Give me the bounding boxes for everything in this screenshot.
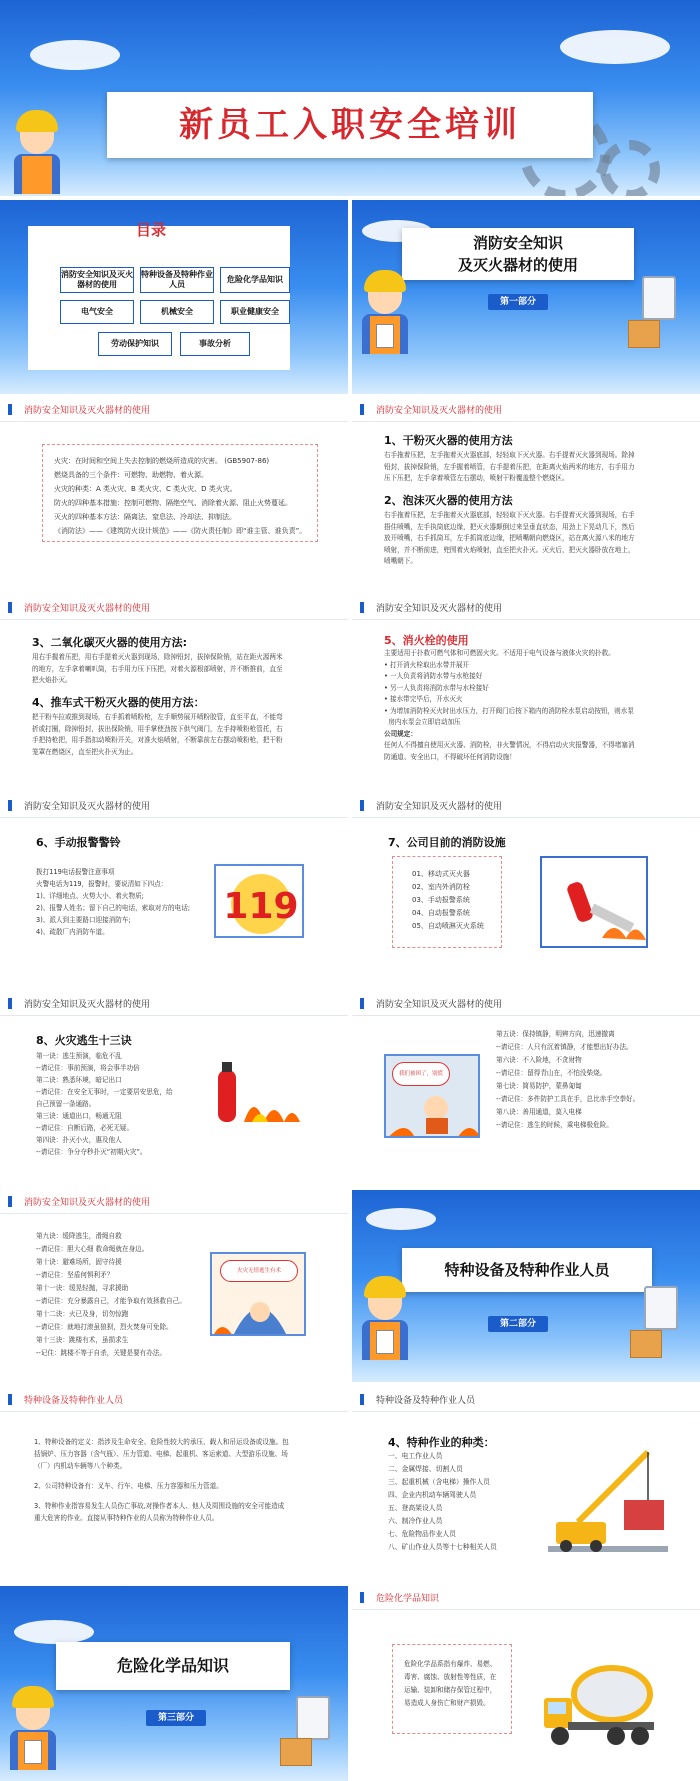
fire-119-image (214, 864, 304, 938)
toc-item[interactable]: 职业健康安全 (220, 300, 290, 324)
text-line: 主要适用于扑救可燃气体和可燃固火灾。不适用于电气设备与液体火灾的扑救。 (384, 649, 615, 657)
slide-escape-3 (0, 1190, 348, 1382)
clipboard-icon (296, 1696, 330, 1740)
list-item: 一、电工作业人员 (388, 1452, 443, 1460)
escape-cartoon (210, 1252, 306, 1336)
text-line: 防火的四种基本措施：控制可燃物、隔绝空气、消除着火源、阻止火势蔓延。 (54, 499, 292, 507)
subheading: 1、干粉灭火器的使用方法 (384, 434, 513, 447)
text-line: --请记住：人只有沉着镇静，才能想出好办法。 (496, 1043, 633, 1051)
slide-hydrant (352, 596, 700, 788)
list-item: 八、矿山作业人员等十七种相关人员 (388, 1543, 497, 1551)
text-line: 任何人不得擅自使用灭火器、消防栓，非火警情况，不得启动火灾报警器，不得堵塞消 (384, 741, 635, 749)
speech-bubble: 火灾无情逃生有术 (220, 1260, 298, 1282)
subheading: 5、消火栓的使用 (384, 634, 469, 647)
section-header: 特种设备及特种作业人员 (376, 1396, 476, 1406)
text-line: 放开喷嘴，右手抓筒耳，左手抓筒底边缘，把喷嘴朝向燃烧区，站在离火源八米的地方 (384, 534, 635, 542)
text-line: 运输、装卸和储存保管过程中， (404, 1686, 497, 1694)
extinguisher-image (540, 856, 648, 948)
text-line: --请记住：自断后路，必死无疑。 (36, 1124, 134, 1132)
facilities-list (412, 868, 484, 933)
escape-cartoon (384, 1054, 480, 1138)
list-item: 二、金属焊接、切割人员 (388, 1465, 463, 1473)
subheading: 2、泡沫灭火器的使用方法 (384, 494, 513, 507)
toc-label: 目录 (136, 221, 167, 239)
part1-slide (352, 200, 700, 394)
slide-escape-2 (352, 992, 700, 1184)
crane-image (548, 1442, 668, 1562)
text-line: 重大危害的作业。直接从事特种作业的人员称为特种作业人员。 (34, 1514, 219, 1522)
toc-item[interactable]: 劳动保护知识 (98, 332, 172, 356)
subheading: 4、特种作业的种类： (388, 1436, 495, 1449)
text-line: 第一诀：逃生预演，临危不乱 (36, 1052, 122, 1060)
text-line: 《消防法》——《建筑防火设计规范》——《防火责任制》即“谁主管、谁负责”。 (54, 527, 307, 535)
text-line: --请记住：多件防护工具在手，总比赤手空拳好。 (496, 1095, 640, 1103)
slide-special-work-types (352, 1388, 700, 1580)
gear-icon (600, 140, 660, 196)
section-header: 消防安全知识及灭火器材的使用 (376, 406, 503, 416)
text-line: （厂）内机动车辆等八个种类。 (34, 1462, 127, 1470)
toc-item[interactable]: 事故分析 (180, 332, 250, 356)
section-header: 消防安全知识及灭火器材的使用 (376, 802, 503, 812)
section-header: 消防安全知识及灭火器材的使用 (24, 406, 151, 416)
clipboard-icon (644, 1286, 678, 1330)
text-line: 第十三诀：跳楼有术，虽损求生 (36, 1336, 129, 1344)
text-line: 铅封，拔掉保险销，左手握着喷管，右手提着压把，在距离火焰两米的地方，右手用力 (384, 462, 635, 471)
text-line: 1、特种设备的定义：指涉及生命安全、危险性较大的承压、载人和吊运设备或设施。包 (34, 1438, 289, 1446)
text-line: 自己预留一条通路。 (36, 1100, 96, 1108)
part2-slide (352, 1190, 700, 1382)
part1-title-line: 消防安全知识 (472, 234, 563, 252)
slide-escape-1 (0, 992, 348, 1184)
text-line: 拨打119电话报警注意事项 (36, 868, 115, 876)
box-icon (628, 320, 660, 348)
text-line: 易造成人身伤亡和财产损毁。 (404, 1699, 490, 1707)
list-item: 七、危险物品作业人员 (388, 1530, 456, 1538)
text-line: 火灾：在时间和空间上失去控制的燃烧所造成的灾害。 (GB5907-86) (54, 457, 270, 465)
list-item: 四、企业内机动车辆驾驶人员 (388, 1491, 477, 1499)
text-line: 3)、派人到主要路口迎接消防车; (36, 916, 131, 924)
paragraph (32, 652, 283, 687)
toc-item[interactable]: 危险化学品知识 (220, 267, 290, 293)
text-line: 燃烧具备的三个条件：可燃物、助燃物、着火源。 (54, 471, 208, 479)
box-icon (280, 1738, 312, 1766)
text-line: --请记住：留得青山在，不怕没柴烧。 (496, 1069, 607, 1077)
toc-slide (0, 200, 348, 394)
work-types-list (388, 1450, 497, 1554)
slide-alarm (0, 794, 348, 986)
list-item: 五、登高架设人员 (388, 1504, 443, 1512)
slide-chemicals (352, 1586, 700, 1781)
extinguisher-fire-image (204, 1052, 304, 1132)
speech-bubble: 我们被困了，别慌 (392, 1062, 450, 1086)
part3-title: 危险化学品知识 (56, 1642, 290, 1690)
paragraph (32, 712, 283, 758)
subheading: 3、二氧化碳灭火器的使用方法: (32, 636, 188, 649)
text-line: 第八诀：善用通道，莫入电梯 (496, 1108, 582, 1116)
text-line: 灭火的四种基本方法：隔离法、窒息法、冷却法、抑制法。 (54, 513, 236, 521)
text-line: 2)、报警人姓名；留下自己的电话，索取对方的电话; (36, 904, 191, 912)
subheading: 7、公司目前的消防设施 (388, 836, 506, 849)
text-line: 1)、详细地点、火势大小、着火物质; (36, 892, 144, 900)
text-line: 第五诀：保持镇静，明辨方向，迅速撤离 (496, 1030, 615, 1038)
text-line: 捂住喷嘴，左手执筒底边缘，把灭火器颠倒过来呈垂直状态，用劲上下晃动几下，然后 (384, 522, 635, 531)
text-line: --请记住：胆大心细 救命绳就在身边。 (36, 1245, 149, 1253)
text-line: --请记住：在安全无事时，一定要居安思危，给 (36, 1088, 173, 1096)
list-item: 02、室内外消防栓 (412, 883, 470, 891)
escape-text (496, 1028, 639, 1132)
escape-text (36, 1050, 173, 1158)
toc-item[interactable]: 特种设备及特种作业人员 (140, 267, 214, 293)
section-header: 消防安全知识及灭火器材的使用 (24, 1000, 151, 1010)
text-line: --请记住：充分暴露自己，才能争取有效拯救自己。 (36, 1297, 186, 1305)
bullet-item: 为增加消防栓灭火时出水压力，打开阀门后按下箱内的消防栓水泵启动按钮，则水泵 (390, 706, 634, 715)
text-line: 第六诀：不入险地，不贪财物 (496, 1056, 582, 1064)
cover-slide (0, 0, 700, 196)
slide-special-equipment (0, 1388, 348, 1580)
chemicals-text (404, 1658, 496, 1710)
text-line: 右手拖着压把，左手拖着灭火器底部，轻轻取下灭火器。右手提着灭火器到现场，右手 (384, 511, 635, 519)
text-line: 第九诀：缓降逃生，滑绳自救 (36, 1232, 122, 1240)
bullet-item: 接水带完毕后，开水灭火 (390, 695, 463, 703)
mixer-truck-image (538, 1648, 658, 1748)
list-item: 三、起重机械（含电梯）操作人员 (388, 1478, 490, 1486)
hydrant-text: 主要适用于扑救可燃气体和可燃固火灾。不适用于电气设备与液体火灾的扑救。 • 打开消火栓取出水带并展开 • 一人负责将消防水带与水枪接好 • 另一人负责将消防水带与水栓接好 • 接水带完毕后，开水灭火 • 为增加消防栓灭火时出水压力，打开阀门后按下箱内的消防栓水泵启动按钮，则水泵 房内水泵会立即启动加压 公司规定： 任何人不得擅自使用灭火器、消防栓，非火警情况，不得启动火灾报警器，不得堵塞消 防通道、安全出口，不得破坏任何消防设施！ (384, 648, 635, 763)
section-header: 消防安全知识及灭火器材的使用 (24, 802, 151, 812)
bullet-item: 一人负责将消防水带与水枪接好 (390, 672, 483, 680)
text-line: 右手拖着压把，左手拖着灭火器底部，轻轻取下灭火器。右手提着灭火器到现场。除掉 (384, 451, 635, 459)
text-line: 手把持枪把，用手指扣动喷粉开关，对准火焰喷射，不断靠前左右摆动喷粉枪，把干粉 (32, 736, 283, 744)
part2-title: 特种设备及特种作业人员 (402, 1248, 652, 1292)
text-line: 第十二诀：火已及身，切勿惊跑 (36, 1310, 129, 1318)
part-tag: 第一部分 (488, 294, 548, 310)
text-line: 3、特种作业指容易发生人员伤亡事故,对操作者本人、他人及周围设施的安全可能造成 (34, 1502, 285, 1510)
text-line: 的地方，左手拿着喇叭筒，右手用力压下压把，对着火源根部喷射，并不断推前，直至 (32, 664, 283, 673)
part1-title-line: 及灭火器材的使用 (457, 256, 578, 274)
box-icon (630, 1330, 662, 1358)
worker-mascot (356, 270, 416, 360)
toc-item[interactable]: 消防安全知识及灭火器材的使用 (60, 267, 134, 293)
fire-basics-text (54, 454, 306, 538)
list-item: 04、自动报警系统 (412, 909, 470, 917)
clipboard-icon (642, 276, 676, 320)
list-item: 05、自动喷淋灭火系统 (412, 922, 484, 930)
escape-text (36, 1230, 186, 1360)
toc-item[interactable]: 机械安全 (140, 300, 214, 324)
text-line: 毒害、腐蚀、放射性等性质，在 (404, 1673, 497, 1681)
text-line: 喷嘴朝下。 (384, 557, 417, 565)
list-item: 六、制冷作业人员 (388, 1517, 443, 1525)
section-header: 消防安全知识及灭火器材的使用 (376, 1000, 503, 1010)
text-line: 第七诀：简易防护，蒙鼻匍匐 (496, 1082, 582, 1090)
text-line: 折或打圈，除掉铅封，拔出保险销，用手掌使劲按下供气阀门，左手持喷粉枪管托，右 (32, 724, 283, 733)
section-header: 危险化学品知识 (376, 1594, 440, 1604)
text-line: 括锅炉、压力容器（含气瓶）、压力管道、电梯、起重机、客运索道、大型游乐设施、场 (34, 1450, 288, 1458)
text-line: --请记住：争分夺秒扑灭“初期火灾”。 (36, 1148, 147, 1156)
text-line: 笼罩在燃烧区，直至把火扑灭为止。 (32, 747, 138, 756)
part-tag: 第二部分 (488, 1316, 548, 1332)
section-header: 特种设备及特种作业人员 (24, 1396, 124, 1406)
text-line: 危险化学品系指有爆炸、易燃、 (404, 1660, 497, 1668)
text-line: 喷射，并不断前进，兜围着火焰喷射，直至把火扑灭。灭火后，把灭火器卧放在地上， (384, 545, 635, 554)
text-line: 防通道、安全出口，不得破坏任何消防设施！ (384, 752, 516, 761)
bullet-item: 房内水泵会立即启动加压 (388, 718, 461, 726)
text-line: --请记住：逃生的时候，乘电梯极危险。 (496, 1121, 613, 1129)
text-line: 火警电话为119，报警时，要说清如下四点： (36, 880, 168, 888)
text-line: 压下压把，左手拿着喷管左右摆动，喷射干粉覆盖整个燃烧区。 (384, 474, 569, 482)
part3-slide (0, 1586, 348, 1781)
section-header: 消防安全知识及灭火器材的使用 (24, 604, 151, 614)
subheading: 8、火灾逃生十三诀 (36, 1034, 132, 1047)
slide-extinguisher-1-2 (352, 398, 700, 590)
slide-facilities (352, 794, 700, 986)
slide-extinguisher-3-4 (0, 596, 348, 788)
text-line: 第十一诀：缓晃轻抛，寻求援助 (36, 1284, 129, 1292)
section-header: 消防安全知识及灭火器材的使用 (376, 604, 503, 614)
subheading: 4、推车式干粉灭火器的使用方法： (32, 696, 205, 709)
toc-item[interactable]: 电气安全 (60, 300, 134, 324)
section-header: 消防安全知识及灭火器材的使用 (24, 1198, 151, 1208)
text-line: 第十诀：避难场所，固守待援 (36, 1258, 122, 1266)
slide-fire-basics (0, 398, 348, 590)
text-line: 4)、疏散厂内消防车道。 (36, 928, 109, 936)
text-line: 第二诀：熟悉环境，暗记出口 (36, 1076, 122, 1084)
text-line: 第四诀：扑灭小火，惠及他人 (36, 1136, 122, 1144)
list-item: 01、移动式灭火器 (412, 870, 470, 878)
list-item: 03、手动报警系统 (412, 896, 470, 904)
text-line: --请记住：事前预演，将会事半功倍 (36, 1064, 140, 1072)
alarm-text (36, 866, 190, 938)
text-line: 用右手握着压把，用右手提着灭火器到现场，除掉铅封，拔掉保险销，站在距火源两米 (32, 653, 283, 661)
text-line: 2、公司特种设备有：叉车、行车、电梯、压力容器和压力管道。 (34, 1482, 223, 1490)
svg-text:119: 119 (223, 886, 299, 927)
special-equipment-text (34, 1436, 289, 1524)
bullet-item: 另一人负责将消防水带与水栓接好 (390, 683, 489, 692)
text-line: 把干粉车拉或推到现场，右手抓着喷粉枪，左手顺势展开喷粉胶管，直至平直，不能弯 (32, 713, 283, 721)
rule-heading: 公司规定： (384, 729, 417, 738)
cover-title: 新员工入职安全培训 (107, 92, 593, 158)
bullet-item: 打开消火栓取出水带并展开 (390, 660, 470, 669)
paragraph (384, 510, 635, 568)
part1-title (402, 228, 634, 280)
worker-mascot (4, 1686, 64, 1776)
subheading: 6、手动报警警铃 (36, 836, 121, 849)
text-line: 火灾的种类：A 类火灾、B 类火灾、C 类火灾、D 类火灾。 (54, 485, 237, 493)
text-line: --请记住：坚盾何惧利矛？ (36, 1271, 114, 1279)
part-tag: 第三部分 (146, 1710, 206, 1726)
text-line: --请记住：就地打滚虽狼狈，烈火焚身可免除。 (36, 1323, 173, 1331)
worker-mascot (8, 110, 68, 196)
worker-mascot (356, 1276, 416, 1366)
text-line: 把火焰扑灭。 (32, 676, 72, 684)
paragraph (384, 450, 635, 485)
text-line: 第三诀：通道出口，畅通无阻 (36, 1112, 122, 1120)
text-line: --记住：跳楼不等于自杀，关键是要有办法。 (36, 1349, 167, 1357)
